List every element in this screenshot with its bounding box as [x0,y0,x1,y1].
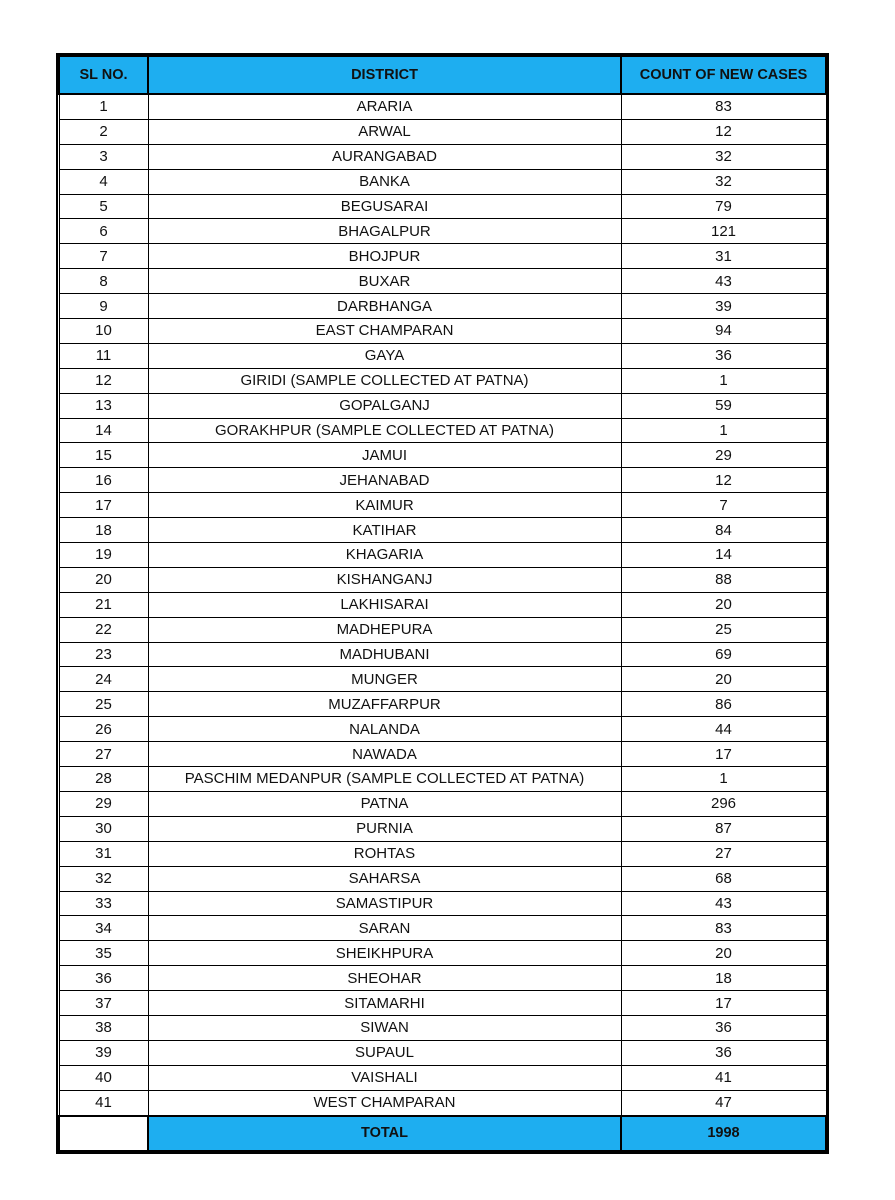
table-row [59,717,826,742]
count-cell: 79 [621,194,826,219]
district-cell: SAMASTIPUR [148,891,621,916]
table-row [59,642,826,667]
sl-no-cell: 24 [59,667,148,692]
table-row [59,592,826,617]
sl-no-cell: 25 [59,692,148,717]
district-cell: NAWADA [148,742,621,767]
sl-no-cell: 8 [59,269,148,294]
count-cell: 68 [621,866,826,891]
count-cell: 12 [621,119,826,144]
district-cell: SUPAUL [148,1040,621,1065]
sl-no-cell: 7 [59,244,148,269]
sl-no-cell: 17 [59,493,148,518]
count-cell: 44 [621,717,826,742]
table-row [59,1040,826,1065]
district-cell: WEST CHAMPARAN [148,1090,621,1115]
sl-no-cell: 18 [59,518,148,543]
count-cell: 43 [621,891,826,916]
district-cell: NALANDA [148,717,621,742]
count-cell: 121 [621,219,826,244]
table-row [59,617,826,642]
count-cell: 25 [621,617,826,642]
sl-no-cell: 41 [59,1090,148,1115]
table-row [59,169,826,194]
count-cell: 12 [621,468,826,493]
count-cell: 20 [621,667,826,692]
district-cell: ROHTAS [148,841,621,866]
count-cell: 1 [621,368,826,393]
table-row [59,1090,826,1115]
district-cell: JEHANABAD [148,468,621,493]
sl-no-cell: 19 [59,543,148,568]
sl-no-cell: 20 [59,567,148,592]
header-district: DISTRICT [148,56,621,94]
count-cell: 87 [621,816,826,841]
cases-table-container [58,55,825,1152]
table-row [59,343,826,368]
district-cell: SAHARSA [148,866,621,891]
table-row [59,294,826,319]
district-cell: EAST CHAMPARAN [148,319,621,344]
table-row [59,791,826,816]
count-cell: 36 [621,343,826,368]
sl-no-cell: 30 [59,816,148,841]
table-row [59,518,826,543]
count-cell: 43 [621,269,826,294]
header-count: COUNT OF NEW CASES [621,56,826,94]
sl-no-cell: 6 [59,219,148,244]
sl-no-cell: 32 [59,866,148,891]
count-cell: 17 [621,991,826,1016]
district-cell: DARBHANGA [148,294,621,319]
table-row [59,941,826,966]
table-row [59,916,826,941]
sl-no-cell: 38 [59,1015,148,1040]
count-cell: 27 [621,841,826,866]
count-cell: 14 [621,543,826,568]
district-cases-table [58,55,827,1152]
district-cell: AURANGABAD [148,144,621,169]
district-cell: ARARIA [148,94,621,119]
count-cell: 18 [621,966,826,991]
table-row [59,1015,826,1040]
table-row [59,991,826,1016]
district-cell: VAISHALI [148,1065,621,1090]
table-row [59,194,826,219]
table-row [59,418,826,443]
count-cell: 20 [621,941,826,966]
district-cell: BHOJPUR [148,244,621,269]
sl-no-cell: 3 [59,144,148,169]
sl-no-cell: 14 [59,418,148,443]
sl-no-cell: 21 [59,592,148,617]
count-cell: 88 [621,567,826,592]
table-row [59,891,826,916]
sl-no-cell: 28 [59,767,148,792]
sl-no-cell: 37 [59,991,148,1016]
count-cell: 59 [621,393,826,418]
district-cell: PURNIA [148,816,621,841]
total-row [59,1116,826,1151]
total-label: TOTAL [148,1116,621,1151]
table-row [59,244,826,269]
district-cell: KISHANGANJ [148,567,621,592]
sl-no-cell: 34 [59,916,148,941]
sl-no-cell: 39 [59,1040,148,1065]
district-cell: BHAGALPUR [148,219,621,244]
count-cell: 36 [621,1040,826,1065]
count-cell: 83 [621,916,826,941]
count-cell: 94 [621,319,826,344]
total-empty-cell [59,1116,148,1151]
district-cell: JAMUI [148,443,621,468]
sl-no-cell: 4 [59,169,148,194]
count-cell: 20 [621,592,826,617]
count-cell: 84 [621,518,826,543]
district-cell: PASCHIM MEDANPUR (SAMPLE COLLECTED AT PATNA) [148,767,621,792]
count-cell: 86 [621,692,826,717]
sl-no-cell: 11 [59,343,148,368]
district-cell: SARAN [148,916,621,941]
table-row [59,543,826,568]
district-cell: SHEOHAR [148,966,621,991]
table-row [59,319,826,344]
sl-no-cell: 5 [59,194,148,219]
count-cell: 31 [621,244,826,269]
table-row [59,866,826,891]
table-row [59,144,826,169]
sl-no-cell: 36 [59,966,148,991]
sl-no-cell: 29 [59,791,148,816]
table-row [59,816,826,841]
table-row [59,393,826,418]
table-row [59,493,826,518]
table-row [59,767,826,792]
table-row [59,219,826,244]
district-cell: GORAKHPUR (SAMPLE COLLECTED AT PATNA) [148,418,621,443]
district-cell: MADHEPURA [148,617,621,642]
table-row [59,841,826,866]
sl-no-cell: 35 [59,941,148,966]
sl-no-cell: 33 [59,891,148,916]
district-cell: SITAMARHI [148,991,621,1016]
table-row [59,443,826,468]
header-sl-no: SL NO. [59,56,148,94]
district-cell: SIWAN [148,1015,621,1040]
district-cell: PATNA [148,791,621,816]
count-cell: 296 [621,791,826,816]
table-row [59,742,826,767]
table-body [59,94,826,1116]
district-cell: SHEIKHPURA [148,941,621,966]
district-cell: MUZAFFARPUR [148,692,621,717]
district-cell: ARWAL [148,119,621,144]
count-cell: 41 [621,1065,826,1090]
sl-no-cell: 16 [59,468,148,493]
count-cell: 1 [621,418,826,443]
count-cell: 7 [621,493,826,518]
district-cell: BEGUSARAI [148,194,621,219]
table-row [59,119,826,144]
sl-no-cell: 26 [59,717,148,742]
district-cell: BUXAR [148,269,621,294]
district-cell: MADHUBANI [148,642,621,667]
district-cell: MUNGER [148,667,621,692]
sl-no-cell: 12 [59,368,148,393]
sl-no-cell: 10 [59,319,148,344]
count-cell: 17 [621,742,826,767]
table-row [59,468,826,493]
count-cell: 47 [621,1090,826,1115]
table-row [59,94,826,119]
table-header-row [59,56,826,94]
count-cell: 39 [621,294,826,319]
sl-no-cell: 23 [59,642,148,667]
sl-no-cell: 13 [59,393,148,418]
sl-no-cell: 1 [59,94,148,119]
sl-no-cell: 40 [59,1065,148,1090]
district-cell: GOPALGANJ [148,393,621,418]
count-cell: 1 [621,767,826,792]
table-row [59,269,826,294]
count-cell: 83 [621,94,826,119]
table-row [59,692,826,717]
table-row [59,368,826,393]
count-cell: 29 [621,443,826,468]
count-cell: 32 [621,169,826,194]
table-row [59,1065,826,1090]
sl-no-cell: 2 [59,119,148,144]
total-value: 1998 [621,1116,826,1151]
sl-no-cell: 27 [59,742,148,767]
table-row [59,667,826,692]
district-cell: GIRIDI (SAMPLE COLLECTED AT PATNA) [148,368,621,393]
count-cell: 69 [621,642,826,667]
count-cell: 32 [621,144,826,169]
district-cell: LAKHISARAI [148,592,621,617]
district-cell: GAYA [148,343,621,368]
count-cell: 36 [621,1015,826,1040]
district-cell: KATIHAR [148,518,621,543]
sl-no-cell: 22 [59,617,148,642]
district-cell: KHAGARIA [148,543,621,568]
sl-no-cell: 9 [59,294,148,319]
sl-no-cell: 31 [59,841,148,866]
district-cell: KAIMUR [148,493,621,518]
district-cell: BANKA [148,169,621,194]
table-row [59,567,826,592]
sl-no-cell: 15 [59,443,148,468]
table-row [59,966,826,991]
